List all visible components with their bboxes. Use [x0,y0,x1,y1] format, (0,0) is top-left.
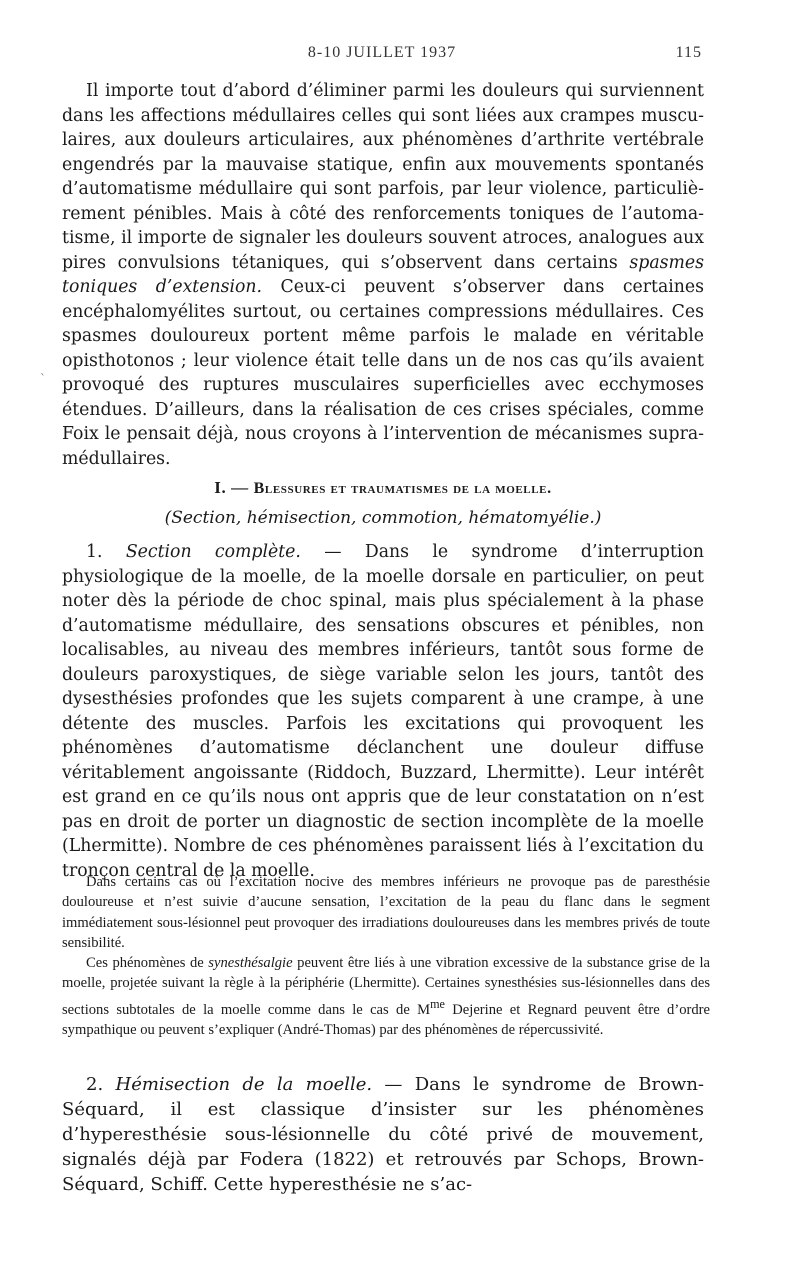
page-number: 115 [675,44,702,61]
page-header [62,44,702,66]
subsection-1-text: — Dans le syndrome d’interruption physiologique de la moelle, de la moelle dorsale en particulier, on peut noter dès la période de choc spinal, mais plus spécialement à la phase d’automatisme médullaire, des sensations obscures et pénibles, non localisables, au niveau des membres inférieurs, tantôt sous forme de douleurs paroxystiques, de siège variable selon les jours, tantôt des dysesthésies profondes que les sujets comparent à une crampe, à une détente des muscles. Parfois les excitations qui provoquent les phénomènes d’automatisme déclanchent une douleur diffuse véritablement angoissante (Riddoch, Buzzard, Lhermitte). Leur intérêt est grand en ce qu’ils nous ont appris que de leur constatation on n’est pas en droit de porter un diagnostic de section incomplète de la moelle (Lhermitte). Nombre de ces phénomènes paraissent liés à l’excitation du tronçon central de la moelle. [62,542,704,881]
intro-text-end: Ceux-ci peuvent s’observer dans certaines encéphalomyélites surtout, ou certaines compressions médullaires. Ces spasmes douloureux portent même parfois le malade en véritable opisthotonos ; leur violence était telle dans un de nos cas qu’ils avaient provoqué des ruptures musculaires superficielles avec ecchymoses étendues. D’ailleurs, dans la réalisation de ces crises spéciales, comme Foix le pensait déjà, nous croyons à l’intervention de mécanismes supra-médullaires. [62,277,705,469]
subsection-1-paragraph [62,540,704,883]
note-2 [62,953,710,1040]
subsection-2-paragraph [62,1072,704,1197]
note-2-text-end: Dejerine et Regnard peuvent être d’ordre sympathique ou peuvent s’expliquer (André-Thomas) par des phénomènes de répercussivité. [62,1001,710,1039]
subsection-2-text: — Dans le syndrome de Brown-Séquard, il est classique d’insister sur les phénomènes d’hyperesthésie sous-lésionnelle du côté privé de mouvement, signalés déjà par Fodera (1822) et retrouvés par Schops, Brown-Séquard, Schiff. Cette hyperesthésie ne s’ac- [62,1074,705,1195]
intro-text-start: Il importe tout d’abord d’éliminer parmi les douleurs qui surviennent dans les affections médullaires celles qui sont liées aux crampes musculaires, aux douleurs articulaires, aux phénomènes d’arthrite vertébrale engendrés par la mauvaise statique, enfin aux mouvements spontanés d’automatisme médullaire qui sont parfois, par leur violence, particulièrement pénibles. Mais à côté des renforcements toniques de l’automatisme, il importe de signaler les douleurs souvent atroces, analogues aux pires convulsions tétaniques, qui s’observent dans certains [62,81,704,273]
subsection-2-label: 2. [86,1074,116,1095]
running-title: 8-10 JUILLET 1937 [307,44,457,61]
intro-paragraph [62,79,704,471]
section-title: Blessures et traumatismes de la moelle. [253,480,552,497]
note-2-text-start: Ces phénomènes de [86,955,209,971]
subsection-2-title: Hémisection de la moelle. [115,1074,373,1095]
section-numeral: I. — [214,478,254,497]
section-subtitle: (Section, hémisection, commotion, hématomyélie.) [164,508,602,528]
intro-text-italic: spasmes toniques d’extension. [62,252,704,297]
note-1: Dans certains cas où l’excitation nocive des membres inférieurs ne provoque pas de paresthésie douloureuse et n’est suivie d’aucune sensation, l’excitation de la peau du flanc dans le segment immédiatement sous-lésionnel peut provoquer des irradiations douloureuses dans les membres privés de toute sensibilité. [62,874,710,952]
section-heading [62,478,704,498]
subsection-1-label: 1. [86,542,126,562]
subsection-1-title: Section complète. [125,542,301,562]
note-2-text-mid: peuvent être liés à une vibration excessive de la substance grise de la moelle, projetée suivant la règle à la périphérie (Lhermitte). Certaines synesthésies sus-lésionnelles dans des sections subtotales de la moelle comme dans le cas de M [62,955,710,1018]
note-2-superscript: me [430,996,445,1011]
note-2-text-italic: synesthésalgie [208,955,293,971]
margin-mark: ˋ [40,372,46,386]
